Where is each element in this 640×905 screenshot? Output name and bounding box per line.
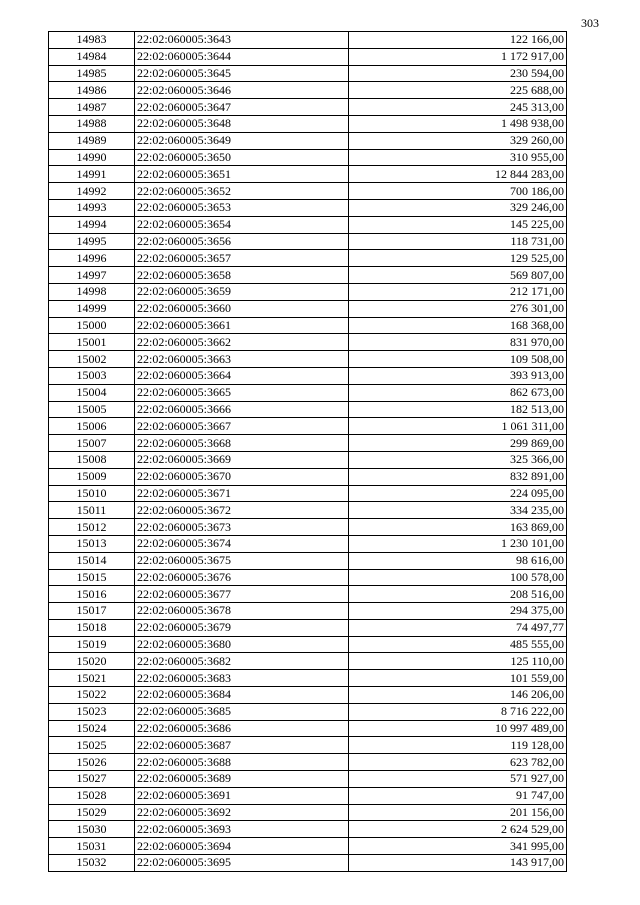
cadastral-value-cell: 569 807,00	[349, 267, 567, 284]
row-number-cell: 15024	[49, 720, 135, 737]
table-row	[49, 771, 567, 788]
cadastral-number-cell: 22:02:060005:3693	[135, 821, 349, 838]
cadastral-value-cell: 1 172 917,00	[349, 48, 567, 65]
cadastral-value-cell: 125 110,00	[349, 653, 567, 670]
cadastral-number-cell: 22:02:060005:3662	[135, 334, 349, 351]
cadastral-number-cell: 22:02:060005:3663	[135, 351, 349, 368]
cadastral-value-cell: 143 917,00	[349, 855, 567, 872]
cadastral-value-cell: 12 844 283,00	[349, 166, 567, 183]
cadastral-value-cell: 10 997 489,00	[349, 720, 567, 737]
row-number-cell: 14991	[49, 166, 135, 183]
cadastral-number-cell: 22:02:060005:3675	[135, 552, 349, 569]
row-number-cell: 14986	[49, 82, 135, 99]
cadastral-number-cell: 22:02:060005:3695	[135, 855, 349, 872]
table-row	[49, 65, 567, 82]
table-row	[49, 502, 567, 519]
table-row	[49, 485, 567, 502]
row-number-cell: 14999	[49, 300, 135, 317]
cadastral-value-cell: 329 246,00	[349, 199, 567, 216]
cadastral-number-cell: 22:02:060005:3694	[135, 838, 349, 855]
row-number-cell: 15010	[49, 485, 135, 502]
table-row	[49, 199, 567, 216]
cadastral-number-cell: 22:02:060005:3661	[135, 317, 349, 334]
cadastral-value-cell: 91 747,00	[349, 787, 567, 804]
table-row	[49, 82, 567, 99]
table-row	[49, 787, 567, 804]
cadastral-value-cell: 832 891,00	[349, 468, 567, 485]
table-row	[49, 619, 567, 636]
cadastral-value-cell: 329 260,00	[349, 132, 567, 149]
row-number-cell: 15017	[49, 603, 135, 620]
cadastral-value-cell: 74 497,77	[349, 619, 567, 636]
cadastral-number-cell: 22:02:060005:3669	[135, 451, 349, 468]
cadastral-value-cell: 145 225,00	[349, 216, 567, 233]
row-number-cell: 14983	[49, 32, 135, 49]
row-number-cell: 14995	[49, 233, 135, 250]
cadastral-number-cell: 22:02:060005:3665	[135, 384, 349, 401]
table-row	[49, 636, 567, 653]
cadastral-value-cell: 129 525,00	[349, 250, 567, 267]
cadastral-number-cell: 22:02:060005:3677	[135, 586, 349, 603]
row-number-cell: 15013	[49, 535, 135, 552]
cadastral-value-cell: 8 716 222,00	[349, 703, 567, 720]
table-row	[49, 468, 567, 485]
row-number-cell: 15030	[49, 821, 135, 838]
cadastral-value-cell: 225 688,00	[349, 82, 567, 99]
row-number-cell: 15011	[49, 502, 135, 519]
table-row	[49, 149, 567, 166]
cadastral-number-cell: 22:02:060005:3644	[135, 48, 349, 65]
row-number-cell: 15014	[49, 552, 135, 569]
row-number-cell: 15022	[49, 687, 135, 704]
cadastral-number-cell: 22:02:060005:3679	[135, 619, 349, 636]
cadastral-value-cell: 299 869,00	[349, 435, 567, 452]
table-row	[49, 435, 567, 452]
cadastral-value-cell: 212 171,00	[349, 283, 567, 300]
cadastral-value-cell: 1 498 938,00	[349, 115, 567, 132]
table-row	[49, 233, 567, 250]
cadastral-value-cell: 2 624 529,00	[349, 821, 567, 838]
table-row	[49, 401, 567, 418]
cadastral-number-cell: 22:02:060005:3664	[135, 367, 349, 384]
table-row	[49, 670, 567, 687]
cadastral-number-cell: 22:02:060005:3656	[135, 233, 349, 250]
cadastral-value-cell: 1 061 311,00	[349, 418, 567, 435]
row-number-cell: 14987	[49, 99, 135, 116]
table-row	[49, 250, 567, 267]
table-row	[49, 838, 567, 855]
table-row	[49, 720, 567, 737]
row-number-cell: 14989	[49, 132, 135, 149]
table-row	[49, 821, 567, 838]
cadastral-number-cell: 22:02:060005:3658	[135, 267, 349, 284]
table-row	[49, 166, 567, 183]
cadastral-value-cell: 1 230 101,00	[349, 535, 567, 552]
cadastral-number-cell: 22:02:060005:3685	[135, 703, 349, 720]
table-row	[49, 519, 567, 536]
row-number-cell: 14998	[49, 283, 135, 300]
cadastral-value-table	[48, 31, 567, 872]
cadastral-number-cell: 22:02:060005:3654	[135, 216, 349, 233]
cadastral-number-cell: 22:02:060005:3680	[135, 636, 349, 653]
row-number-cell: 15016	[49, 586, 135, 603]
cadastral-value-cell: 208 516,00	[349, 586, 567, 603]
row-number-cell: 15025	[49, 737, 135, 754]
cadastral-number-cell: 22:02:060005:3670	[135, 468, 349, 485]
cadastral-number-cell: 22:02:060005:3676	[135, 569, 349, 586]
cadastral-number-cell: 22:02:060005:3692	[135, 804, 349, 821]
row-number-cell: 15021	[49, 670, 135, 687]
table-row	[49, 99, 567, 116]
cadastral-number-cell: 22:02:060005:3660	[135, 300, 349, 317]
table-row	[49, 737, 567, 754]
cadastral-number-cell: 22:02:060005:3671	[135, 485, 349, 502]
cadastral-number-cell: 22:02:060005:3648	[135, 115, 349, 132]
cadastral-value-cell: 101 559,00	[349, 670, 567, 687]
cadastral-number-cell: 22:02:060005:3643	[135, 32, 349, 49]
table-row	[49, 804, 567, 821]
cadastral-value-cell: 325 366,00	[349, 451, 567, 468]
table-row	[49, 367, 567, 384]
cadastral-number-cell: 22:02:060005:3668	[135, 435, 349, 452]
row-number-cell: 14996	[49, 250, 135, 267]
cadastral-value-cell: 118 731,00	[349, 233, 567, 250]
cadastral-value-cell: 831 970,00	[349, 334, 567, 351]
table-row	[49, 334, 567, 351]
row-number-cell: 15000	[49, 317, 135, 334]
table-row	[49, 569, 567, 586]
table-row	[49, 183, 567, 200]
cadastral-number-cell: 22:02:060005:3657	[135, 250, 349, 267]
row-number-cell: 15023	[49, 703, 135, 720]
cadastral-number-cell: 22:02:060005:3678	[135, 603, 349, 620]
cadastral-value-cell: 224 095,00	[349, 485, 567, 502]
cadastral-number-cell: 22:02:060005:3672	[135, 502, 349, 519]
row-number-cell: 15031	[49, 838, 135, 855]
row-number-cell: 15002	[49, 351, 135, 368]
cadastral-value-cell: 100 578,00	[349, 569, 567, 586]
row-number-cell: 15004	[49, 384, 135, 401]
table-body	[49, 32, 567, 872]
cadastral-value-cell: 862 673,00	[349, 384, 567, 401]
row-number-cell: 15009	[49, 468, 135, 485]
row-number-cell: 15029	[49, 804, 135, 821]
cadastral-value-cell: 109 508,00	[349, 351, 567, 368]
row-number-cell: 15001	[49, 334, 135, 351]
cadastral-number-cell: 22:02:060005:3650	[135, 149, 349, 166]
cadastral-value-cell: 700 186,00	[349, 183, 567, 200]
cadastral-value-cell: 122 166,00	[349, 32, 567, 49]
row-number-cell: 15018	[49, 619, 135, 636]
table-row	[49, 283, 567, 300]
cadastral-value-cell: 230 594,00	[349, 65, 567, 82]
row-number-cell: 15012	[49, 519, 135, 536]
cadastral-number-cell: 22:02:060005:3686	[135, 720, 349, 737]
cadastral-value-cell: 168 368,00	[349, 317, 567, 334]
cadastral-number-cell: 22:02:060005:3666	[135, 401, 349, 418]
table-row	[49, 451, 567, 468]
cadastral-value-cell: 334 235,00	[349, 502, 567, 519]
cadastral-value-cell: 623 782,00	[349, 754, 567, 771]
cadastral-value-cell: 341 995,00	[349, 838, 567, 855]
row-number-cell: 14992	[49, 183, 135, 200]
cadastral-value-cell: 119 128,00	[349, 737, 567, 754]
table-row	[49, 552, 567, 569]
row-number-cell: 15019	[49, 636, 135, 653]
cadastral-number-cell: 22:02:060005:3673	[135, 519, 349, 536]
row-number-cell: 15005	[49, 401, 135, 418]
table-row	[49, 267, 567, 284]
cadastral-number-cell: 22:02:060005:3674	[135, 535, 349, 552]
table-row	[49, 703, 567, 720]
row-number-cell: 14988	[49, 115, 135, 132]
row-number-cell: 15008	[49, 451, 135, 468]
cadastral-number-cell: 22:02:060005:3659	[135, 283, 349, 300]
cadastral-value-cell: 276 301,00	[349, 300, 567, 317]
table-row	[49, 132, 567, 149]
cadastral-number-cell: 22:02:060005:3687	[135, 737, 349, 754]
cadastral-value-cell: 201 156,00	[349, 804, 567, 821]
cadastral-number-cell: 22:02:060005:3649	[135, 132, 349, 149]
table-row	[49, 418, 567, 435]
row-number-cell: 14997	[49, 267, 135, 284]
cadastral-value-cell: 163 869,00	[349, 519, 567, 536]
row-number-cell: 15015	[49, 569, 135, 586]
cadastral-value-cell: 146 206,00	[349, 687, 567, 704]
cadastral-number-cell: 22:02:060005:3683	[135, 670, 349, 687]
table-row	[49, 687, 567, 704]
cadastral-number-cell: 22:02:060005:3651	[135, 166, 349, 183]
cadastral-value-cell: 485 555,00	[349, 636, 567, 653]
table-row	[49, 535, 567, 552]
table-row	[49, 586, 567, 603]
cadastral-value-cell: 294 375,00	[349, 603, 567, 620]
table-row	[49, 384, 567, 401]
row-number-cell: 15032	[49, 855, 135, 872]
row-number-cell: 15027	[49, 771, 135, 788]
cadastral-value-cell: 310 955,00	[349, 149, 567, 166]
cadastral-value-cell: 393 913,00	[349, 367, 567, 384]
table-row	[49, 855, 567, 872]
table-row	[49, 351, 567, 368]
cadastral-number-cell: 22:02:060005:3653	[135, 199, 349, 216]
table-row	[49, 603, 567, 620]
cadastral-number-cell: 22:02:060005:3646	[135, 82, 349, 99]
cadastral-number-cell: 22:02:060005:3652	[135, 183, 349, 200]
cadastral-number-cell: 22:02:060005:3691	[135, 787, 349, 804]
cadastral-value-cell: 571 927,00	[349, 771, 567, 788]
row-number-cell: 15028	[49, 787, 135, 804]
row-number-cell: 15007	[49, 435, 135, 452]
row-number-cell: 14994	[49, 216, 135, 233]
cadastral-number-cell: 22:02:060005:3689	[135, 771, 349, 788]
row-number-cell: 14993	[49, 199, 135, 216]
table-row	[49, 653, 567, 670]
row-number-cell: 14985	[49, 65, 135, 82]
cadastral-number-cell: 22:02:060005:3684	[135, 687, 349, 704]
row-number-cell: 14984	[49, 48, 135, 65]
cadastral-number-cell: 22:02:060005:3688	[135, 754, 349, 771]
table-row	[49, 317, 567, 334]
table-row	[49, 115, 567, 132]
table-row	[49, 32, 567, 49]
cadastral-value-cell: 245 313,00	[349, 99, 567, 116]
cadastral-value-cell: 98 616,00	[349, 552, 567, 569]
row-number-cell: 15020	[49, 653, 135, 670]
table-row	[49, 300, 567, 317]
page-number: 303	[581, 16, 599, 30]
cadastral-number-cell: 22:02:060005:3647	[135, 99, 349, 116]
table-row	[49, 216, 567, 233]
row-number-cell: 15003	[49, 367, 135, 384]
row-number-cell: 14990	[49, 149, 135, 166]
cadastral-number-cell: 22:02:060005:3667	[135, 418, 349, 435]
row-number-cell: 15026	[49, 754, 135, 771]
table-row	[49, 754, 567, 771]
cadastral-number-cell: 22:02:060005:3645	[135, 65, 349, 82]
cadastral-number-cell: 22:02:060005:3682	[135, 653, 349, 670]
row-number-cell: 15006	[49, 418, 135, 435]
cadastral-value-cell: 182 513,00	[349, 401, 567, 418]
table-row	[49, 48, 567, 65]
